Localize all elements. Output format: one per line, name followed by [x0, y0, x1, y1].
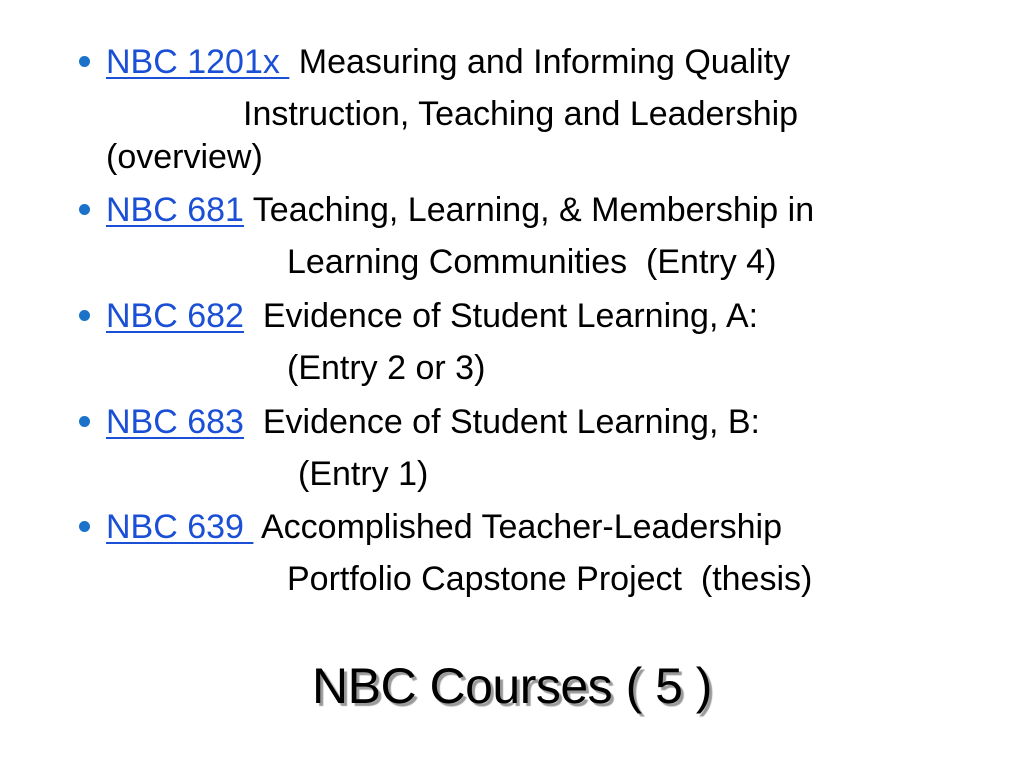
course-line	[106, 296, 758, 336]
bullet-icon	[79, 204, 90, 215]
course-link-nbc-1201x[interactable]: NBC 1201x	[106, 43, 290, 81]
bullet-icon	[79, 310, 90, 321]
course-description-continued: Instruction, Teaching and Leadership	[243, 95, 799, 133]
course-link-nbc-683[interactable]: NBC 683	[106, 403, 244, 441]
bullet-icon	[79, 521, 90, 532]
course-line	[106, 42, 790, 82]
course-description: Evidence of Student Learning, B:	[243, 403, 760, 441]
course-line	[106, 190, 814, 230]
bullet-icon	[79, 56, 90, 67]
course-description: Teaching, Learning, & Membership in	[243, 191, 815, 229]
course-description-continued: (overview)	[106, 138, 263, 176]
course-description: Evidence of Student Learning, A:	[243, 297, 759, 335]
course-description: Measuring and Informing Quality	[289, 43, 791, 81]
course-line	[106, 507, 782, 547]
course-description-continued: (Entry 1)	[298, 455, 429, 493]
course-description-continued: (Entry 2 or 3)	[287, 349, 486, 387]
course-link-nbc-681[interactable]: NBC 681	[106, 191, 244, 229]
course-description-continued: Portfolio Capstone Project (thesis)	[287, 560, 813, 598]
course-line	[106, 402, 760, 442]
slide-title: NBC Courses ( 5 )	[312, 658, 712, 714]
course-link-nbc-639[interactable]: NBC 639	[106, 508, 254, 546]
course-description: Accomplished Teacher-Leadership	[253, 508, 782, 546]
bullet-icon	[79, 416, 90, 427]
course-description-continued: Learning Communities (Entry 4)	[287, 243, 777, 281]
course-link-nbc-682[interactable]: NBC 682	[106, 297, 244, 335]
